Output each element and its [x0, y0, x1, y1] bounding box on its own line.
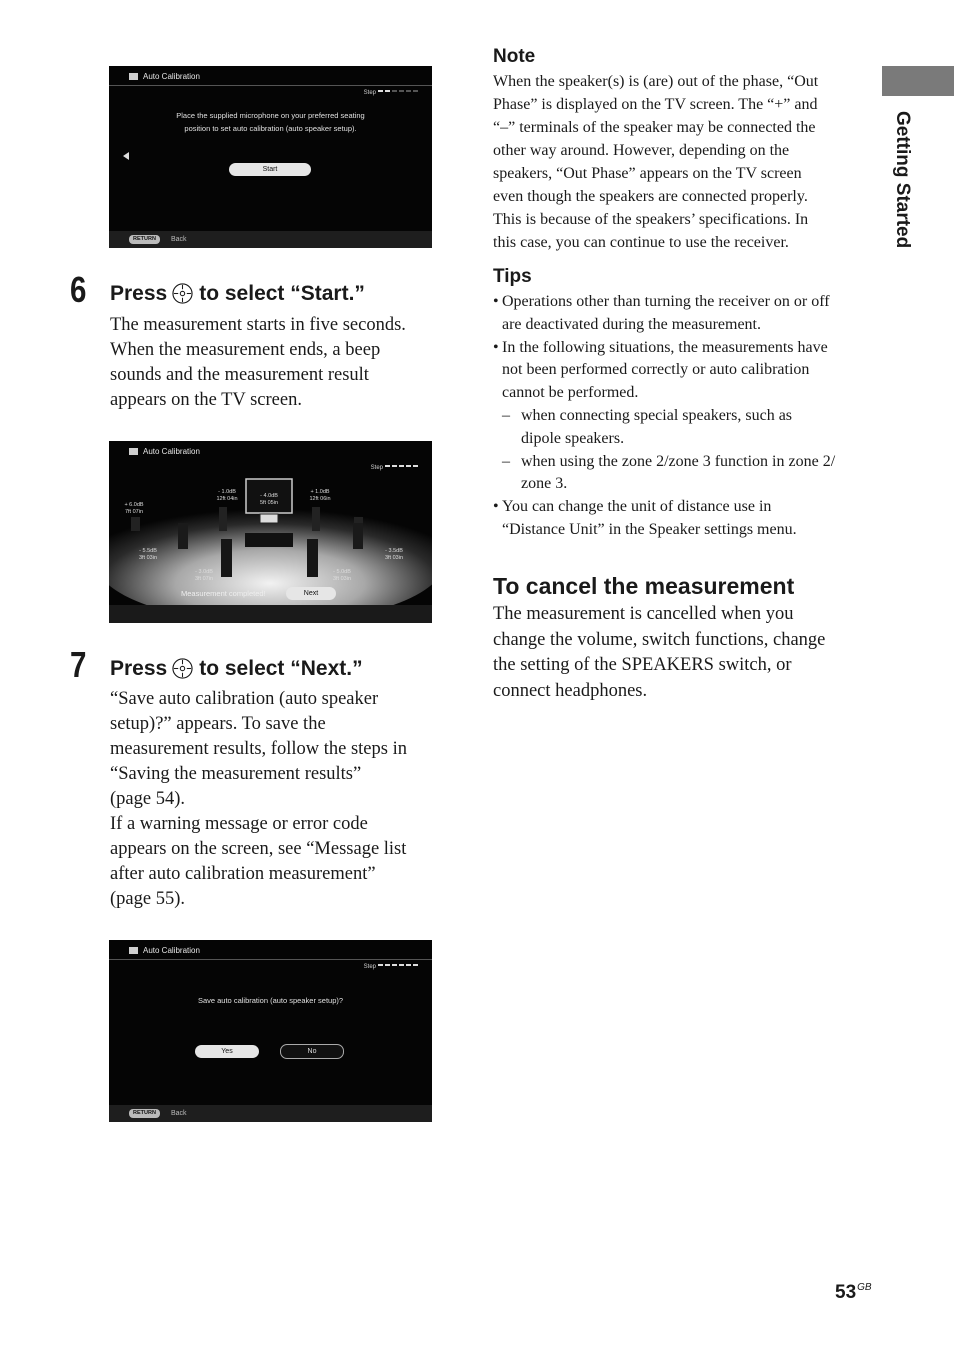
step7-body: “Save auto calibration (auto speaker setup)?” appears. To save the measurement results, follow the steps in “Saving the measurement results” (page 54). If a warning message or error code appears on the screen, see “Message list after auto calibration measurement” (page 55).: [110, 689, 407, 909]
save-question: Save auto calibration (auto speaker setup)?: [197, 996, 344, 1005]
enter-button-icon: [172, 283, 193, 304]
section-label: Getting Started: [892, 111, 913, 249]
front-left-values: - 1.0dB 12ft 04in: [216, 489, 238, 502]
toolbox-icon: [129, 448, 138, 455]
tip-subitem: – when connecting special speakers, such as dipole speakers.: [502, 406, 793, 447]
tip-subitem: – when using the zone 2/zone 3 function in zone 2/ zone 3.: [502, 452, 836, 493]
back-left-values: - 3.0dB 3ft 07in: [194, 569, 214, 582]
step-number-6: 6: [70, 269, 87, 310]
completed-message: Measurement completed!: [181, 589, 266, 598]
tips-heading: Tips: [493, 266, 532, 287]
screen-footer: [109, 1105, 432, 1122]
next-button[interactable]: Next: [286, 587, 336, 600]
enter-button-icon: [172, 658, 193, 679]
section-tab-marker: [882, 66, 954, 96]
page-number: $53^{GB}$: [835, 1282, 872, 1303]
screen-title: Auto Calibration: [129, 72, 200, 81]
note-heading: Note: [493, 46, 536, 67]
step6-body: The measurement starts in five seconds. When the measurement ends, a beep sounds and the measurement result appears on the TV screen.: [110, 315, 406, 410]
step7-heading: Press to select “Next.”: [110, 657, 363, 680]
step-number-7: 7: [70, 644, 87, 685]
tips-list: [493, 291, 873, 542]
screen-title: Auto Calibration: [129, 447, 200, 456]
step6-heading: Press to select “Start.”: [110, 282, 365, 305]
screenshot-start: [109, 66, 432, 248]
tip-item: • Operations other than turning the receiver on or off are deactivated during the measurement.: [493, 293, 830, 333]
screen-title: Auto Calibration: [129, 946, 200, 955]
screenshot-measurement-result: [109, 441, 432, 623]
step-indicator: Step: [364, 964, 418, 970]
screenshot-save: [109, 940, 432, 1122]
return-key-icon: RETURN: [129, 1109, 160, 1118]
front-right-values: + 1.0dB 12ft 06in: [309, 489, 331, 502]
surround-left-values: + 6.0dB 7ft 07in: [124, 502, 144, 515]
surround-back-right-values: - 3.5dB 3ft 03in: [384, 548, 404, 561]
tip-item: • In the following situations, the measurements have not been performed correctly or auto calibration cannot be performed.: [493, 338, 828, 402]
surround-right-values: - 5.5dB 3ft 03in: [138, 548, 158, 561]
step-indicator: Step: [371, 465, 418, 471]
no-button[interactable]: No: [280, 1044, 344, 1059]
toolbox-icon: [129, 73, 138, 80]
center-speaker-values: - 4.0dB 5ft 05in: [259, 493, 279, 506]
toolbox-icon: [129, 947, 138, 954]
back-label: Back: [171, 236, 187, 243]
screen-message: Place the supplied microphone on your preferred seating position to set auto calibration (auto speaker setup).: [176, 111, 365, 133]
back-label: Back: [171, 1110, 187, 1117]
return-key-icon: RETURN: [129, 235, 160, 244]
cancel-body: The measurement is cancelled when you change the volume, switch functions, change the setting of the SPEAKERS switch, or connect headphones.: [493, 604, 826, 701]
start-button[interactable]: Start: [229, 163, 311, 176]
tip-item: • You can change the unit of distance use in “Distance Unit” in the Speaker settings menu.: [493, 498, 797, 538]
back-right-values: - 5.0dB 3ft 03in: [332, 569, 352, 582]
note-body: When the speaker(s) is (are) out of the phase, “Out Phase” is displayed on the TV screen. The “+” and “–” terminals of the speaker may be connected the other way around. However, depending on the speakers, “Out Phase” appears on the TV screen even though the speakers are connected properly. This is because of the speakers’ specifications. In this case, you can continue to use the receiver.: [493, 73, 819, 251]
left-arrow-icon[interactable]: [123, 152, 129, 160]
cancel-heading: To cancel the measurement: [493, 573, 795, 599]
yes-button[interactable]: Yes: [195, 1045, 259, 1058]
step-indicator: Step: [364, 90, 418, 96]
screen-footer: [109, 231, 432, 248]
